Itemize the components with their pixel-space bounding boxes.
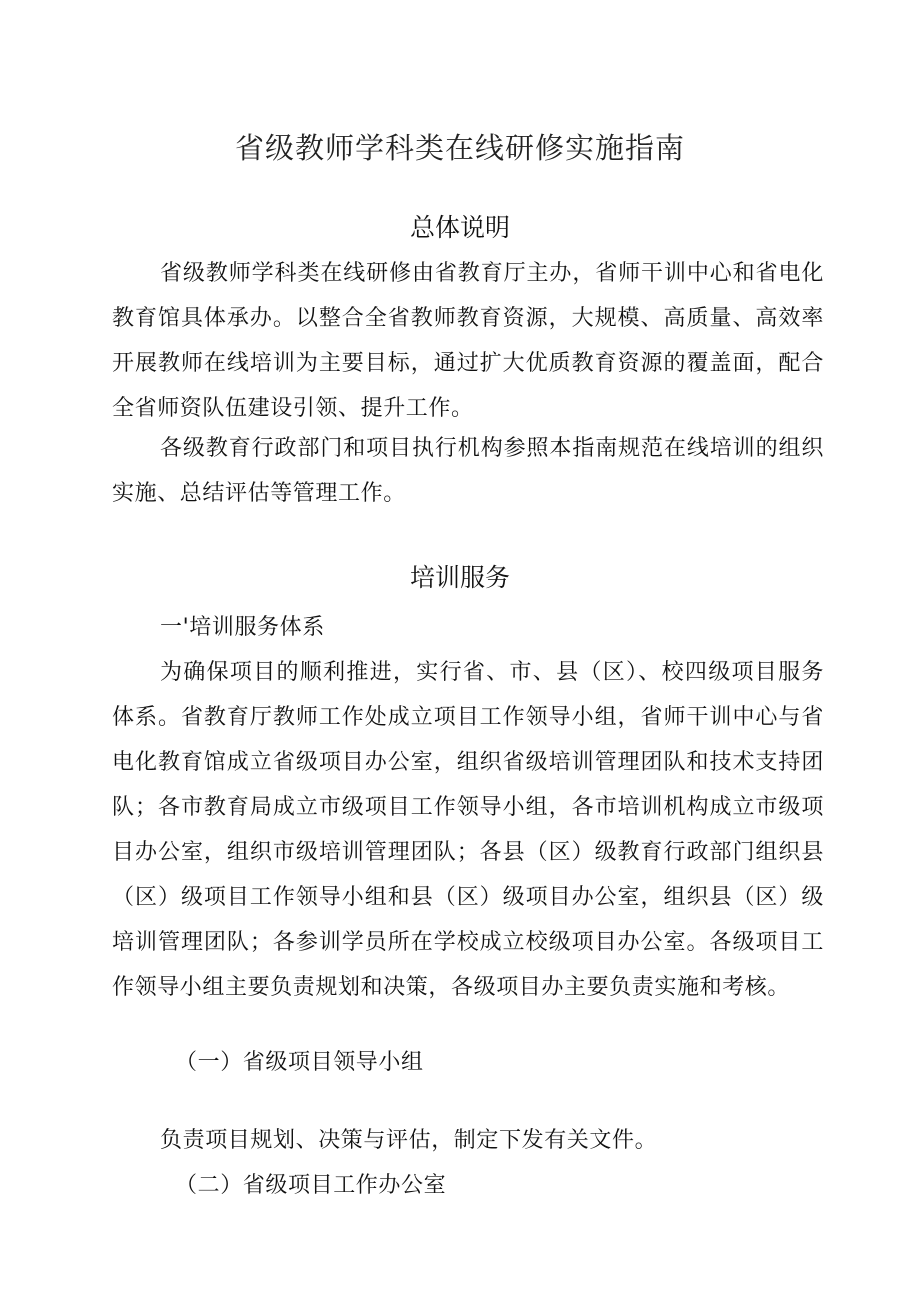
item-provincial-project-office: （二）省级项目工作办公室 — [175, 1173, 447, 1198]
item-provincial-leadership-group: （一）省级项目领导小组 — [175, 1050, 424, 1075]
document-title: 省级教师学科类在线研修实施指南 — [234, 131, 685, 165]
subheading-service-system: 一'培训服务体系 — [160, 615, 325, 640]
service-system-paragraph: 为确保项目的顺利推进，实行省、市、县（区）、校四级项目服务体系。省教育厅教师工作处成立项目工作领导小组，省师干训中心与省电化教育馆成立省级项目办公室，组织省级培训管理团队和技术支持团队；各市教育局成立市级项目工作领导小组，各市培训机构成立市级项目办公室，组织市级培训管理团队；各县（区）级教育行政部门组织县（区）级项目工作领导小组和县（区）级项目办公室，组织县（区）级培训管理团队；各参训学员所在学校成立校级项目办公室。各级项目工作领导小组主要负责规划和决策，各级项目办主要负责实施和考核。 — [112, 660, 824, 1000]
section-heading-overview: 总体说明 — [409, 213, 510, 242]
overview-paragraph-1: 省级教师学科类在线研修由省教育厅主办，省师干训中心和省电化教育馆具体承办。以整合全省教师教育资源，大规模、高质量、高效率开展教师在线培训为主要目标，通过扩大优质教育资源的覆盖面，配合全省师资队伍建设引领、提升工作。 — [112, 261, 824, 421]
section-heading-training: 培训服务 — [409, 563, 510, 592]
overview-paragraph-2: 各级教育行政部门和项目执行机构参照本指南规范在线培训的组织实施、总结评估等管理工作。 — [112, 436, 824, 506]
item-provincial-leadership-description: 负责项目规划、决策与评估，制定下发有关文件。 — [160, 1128, 658, 1153]
